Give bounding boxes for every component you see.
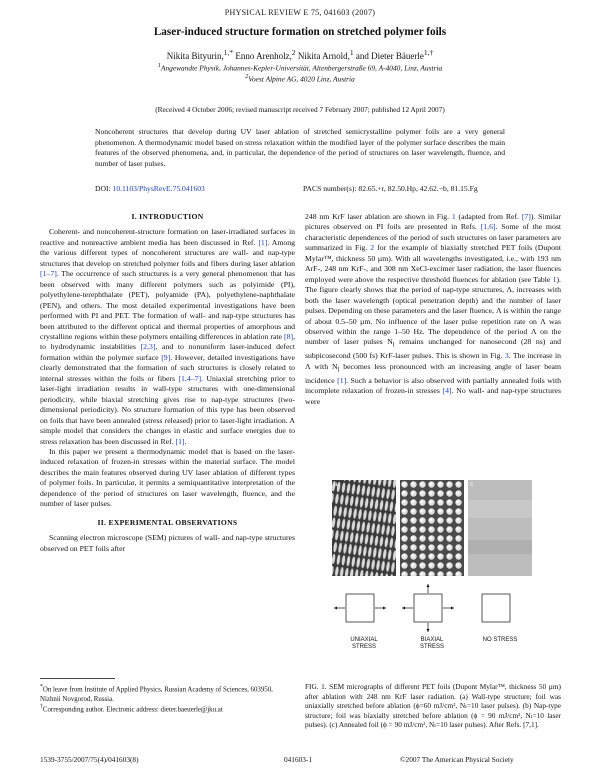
table-link[interactable]: 1 xyxy=(552,274,557,284)
citation-link[interactable]: [8] xyxy=(284,331,294,341)
citation-link[interactable]: [1] xyxy=(337,375,347,385)
figure-1-caption: FIG. 1. SEM micrographs of different PET foils (Dupont Mylar™, thickness 50 µm) after ablation with 248 nm KrF laser radiation. (a) Wall-type structure; foil was uniaxially stretched before ablation (ϕ=60 mJ/cm², Nₗ=10 laser pulses). (b) Nap-type structure; foil was biaxially stretched before ablation (ϕ = 90 mJ/cm², Nₗ=10 laser pulses). (c) Annealed foil (ϕ = 90 mJ/cm², Nₗ=10 laser pulses). After Refs. [7,1]. xyxy=(305,682,561,730)
affiliation-2: $^2$Voest Alpine AG, 4020 Linz, Austria xyxy=(245,74,355,84)
no-stress-square xyxy=(482,594,510,622)
citation-link[interactable]: [7] xyxy=(521,212,531,221)
doi-label: DOI: xyxy=(95,184,111,193)
footnote-2: †Corresponding author. Electronic address: dieter.baeuerle@jku.at xyxy=(40,704,223,714)
author-name[interactable]: Nikita Bityurin, xyxy=(166,51,224,61)
citation-link[interactable]: [1] xyxy=(258,237,268,247)
wall-structure-image xyxy=(332,480,396,576)
stress-schematic xyxy=(332,584,532,666)
intro-paragraph-2: In this paper we present a thermodynamic model that is based on the laser-induced relaxation of frozen-in stresses within the material surface. The model describes the main features observed during UV laser ablation of different types of polymer foils. In particular, it permits a semiquantitative interpretation of the dependence of the period of structures on laser wavelength, fluence, and the number of laser pulses. xyxy=(40,446,295,509)
figure-link[interactable]: 1 xyxy=(451,212,456,221)
footnote-rule xyxy=(40,678,115,679)
uniaxial-square xyxy=(346,594,374,622)
doi-line xyxy=(95,184,205,193)
figure-1-micrographs xyxy=(332,480,532,576)
citation-link[interactable]: [4] xyxy=(442,386,452,396)
journal-header: PHYSICAL REVIEW E 75, 041603 (2007) xyxy=(224,8,376,17)
author-sup: 1,† xyxy=(423,48,434,57)
footer-copyright: ©2007 The American Physical Society xyxy=(400,755,514,764)
stress-diagram xyxy=(332,584,532,666)
footnote-1: *On leave from Institute of Applied Physics, Russian Academy of Sciences, 603950, Nizhnii Novgorod, Russia. xyxy=(40,684,273,703)
right-column xyxy=(305,212,561,407)
sem-panel-a xyxy=(332,480,396,576)
footer-page-number: 041603-1 xyxy=(284,755,312,764)
author-sup: 1,* xyxy=(223,48,234,57)
annealed-surface-image xyxy=(468,480,532,576)
paper-title: Laser-induced structure formation on stretched polymer foils xyxy=(153,26,447,38)
section-heading-introduction: I. INTRODUCTION xyxy=(131,212,204,221)
label-biaxial-stress: BIAXIAL STRESS xyxy=(419,637,444,650)
exp-paragraph-continued: 248 nm KrF laser ablation are shown in Fig. 1 (adapted from Ref. [7]). Similar pictures observed on PI foils are presented in Refs. [1,6]. Some of the most characteristic dependences of the period of such structures on laser parameters are summarized in Fig. 2 for the example of biaxially stretched PET foils (Dupont Mylar™, thickness 50 µm). With all wavelengths investigated, i.e., with 193 nm ArF-, 248 nm KrF-, and 308 nm XeCl-excimer laser radiation, the laser fluences employed were above the respective threshold fluences for ablation (see Table 1). The figure clearly shows that the period of nap-type structures, Λ, increases with both the laser wavelength (optical penetration depth) and the number of laser pulses. Depending on these parameters and the laser fluence, Λ is within the range of about 0.5–50 µm. No influence of the laser pulse repetition rate on Λ was observed within the range 1–50 Hz. The dependence of the period Λ on the number of laser pulses $N_l$ remains unchanged for nanosecond (28 ns) and subpicosecond (500 fs) KrF-laser pulses. This is shown in Fig. 3. The increase in Λ with $N_l$ becomes less pronounced with an increasing angle of laser beam incidence [1]. Such a behavior is also observed with partially annealed foils with incomplete relaxation of frozen-in stresses [4]. No wall- and nap-type structures were xyxy=(305,212,562,406)
citation-link[interactable]: [2,3] xyxy=(140,342,156,352)
author-name[interactable]: Nikita Arnold, xyxy=(297,51,350,61)
label-no-stress: NO STRESS xyxy=(482,637,518,643)
affiliation-1: $^1$Angewandte Physik, Johannes-Kepler-Universität, Altenbergerstraße 69, A-4040, Linz, Austria xyxy=(157,63,443,73)
figure-link[interactable]: 3 xyxy=(504,351,509,361)
exp-paragraph-1: Scanning electron microscope (SEM) pictures of wall- and nap-type structures observed on PET foils after xyxy=(40,533,295,553)
author-name[interactable]: Enno Arenholz, xyxy=(235,51,292,61)
panel-label-a: a xyxy=(334,481,338,488)
panel-label-c: c xyxy=(470,481,474,488)
abstract: Noncoherent structures that develop during UV laser ablation of stretched semicrystalline polymer foils are a very general phenomenon. A thermodynamic model based on stress relaxation within the modified layer of the polymer surface describes the main features of the observed phenomena, and, in particular, the dependence of the period of structures on laser wavelength, fluence, and number of laser pulses. xyxy=(95,127,505,168)
sem-panel-b xyxy=(400,480,464,576)
author-sup: 1 xyxy=(349,48,354,57)
citation-link[interactable]: [1,6] xyxy=(480,222,496,232)
nap-structure-image xyxy=(400,480,464,576)
citation-link[interactable]: [1–7] xyxy=(40,269,57,279)
doi-link[interactable]: 10.1103/PhysRevE.75.041603 xyxy=(112,184,205,193)
citation-link[interactable]: [1] xyxy=(175,436,185,446)
pacs-numbers: PACS number(s): 82.65.+r, 82.50.Hp, 42.62.−b, 81.15.Fg xyxy=(303,184,478,193)
label-uniaxial-stress: UNIAXIAL STRESS xyxy=(350,637,378,650)
left-column xyxy=(40,212,295,554)
author-sup: 2 xyxy=(291,48,296,57)
biaxial-square xyxy=(414,594,442,622)
citation-link[interactable]: [9] xyxy=(161,352,171,362)
footer-issn: 1539-3755/2007/75(4)/041603(8) xyxy=(40,755,139,764)
author-name[interactable]: and Dieter Bäuerle xyxy=(355,51,424,61)
received-dates: (Received 4 October 2006; revised manuscript received 7 February 2007; published 12 April 2007) xyxy=(155,105,445,114)
section-heading-experimental: II. EXPERIMENTAL OBSERVATIONS xyxy=(97,517,238,527)
sem-panel-c xyxy=(468,480,532,576)
figure-link[interactable]: 2 xyxy=(370,243,375,253)
author-list xyxy=(0,48,600,61)
panel-label-b: b xyxy=(402,481,406,488)
intro-paragraph-1: Coherent- and noncoherent-structure formation on laser-irradiated surfaces in reactive and nonreactive ambient media has been discussed in Ref. [1]. Among the various different types of noncoherent structures are wall- and nap-type structures that develop on stretched polymer foils and fibers during laser ablation [1–7]. The occurrence of such structures is a very general phenomenon that has been observed with many different polymers such as polyimide (PI), polyethylene-terephthalate (PET), polyamide (PA), polyethylene-naphthalate (PEN), and others. The most detailed experimental investigations have been performed with PI and PET. The formation of wall- and nap-type structures has been attributed to the different optical and thermal properties of amorphous and crystalline regions within these polymers entailing differences in ablation rate [8], to hydrodynamic instabilities [2,3], and to nonuniform laser-induced defect formation within the polymer surface [9]. However, detailed investigations have clearly demonstrated that the formation of such structures is closely related to internal stresses within the foils or fibers [1,4–7]. Uniaxial stretching prior to laser-light irradiation results in wall-type structures with one-dimensional periodicity, while biaxial stretching gives rise to nap-type structures (two-dimensional periodicity). No structure formation of this type has been observed on foils that have been annealed (stress released) prior to laser-light irradiation. A simple model that considers the changes in elastic and surface energies due to stress relaxation has been discussed in Ref. [1]. xyxy=(40,227,296,446)
citation-link[interactable]: [1,4–7] xyxy=(178,373,202,383)
